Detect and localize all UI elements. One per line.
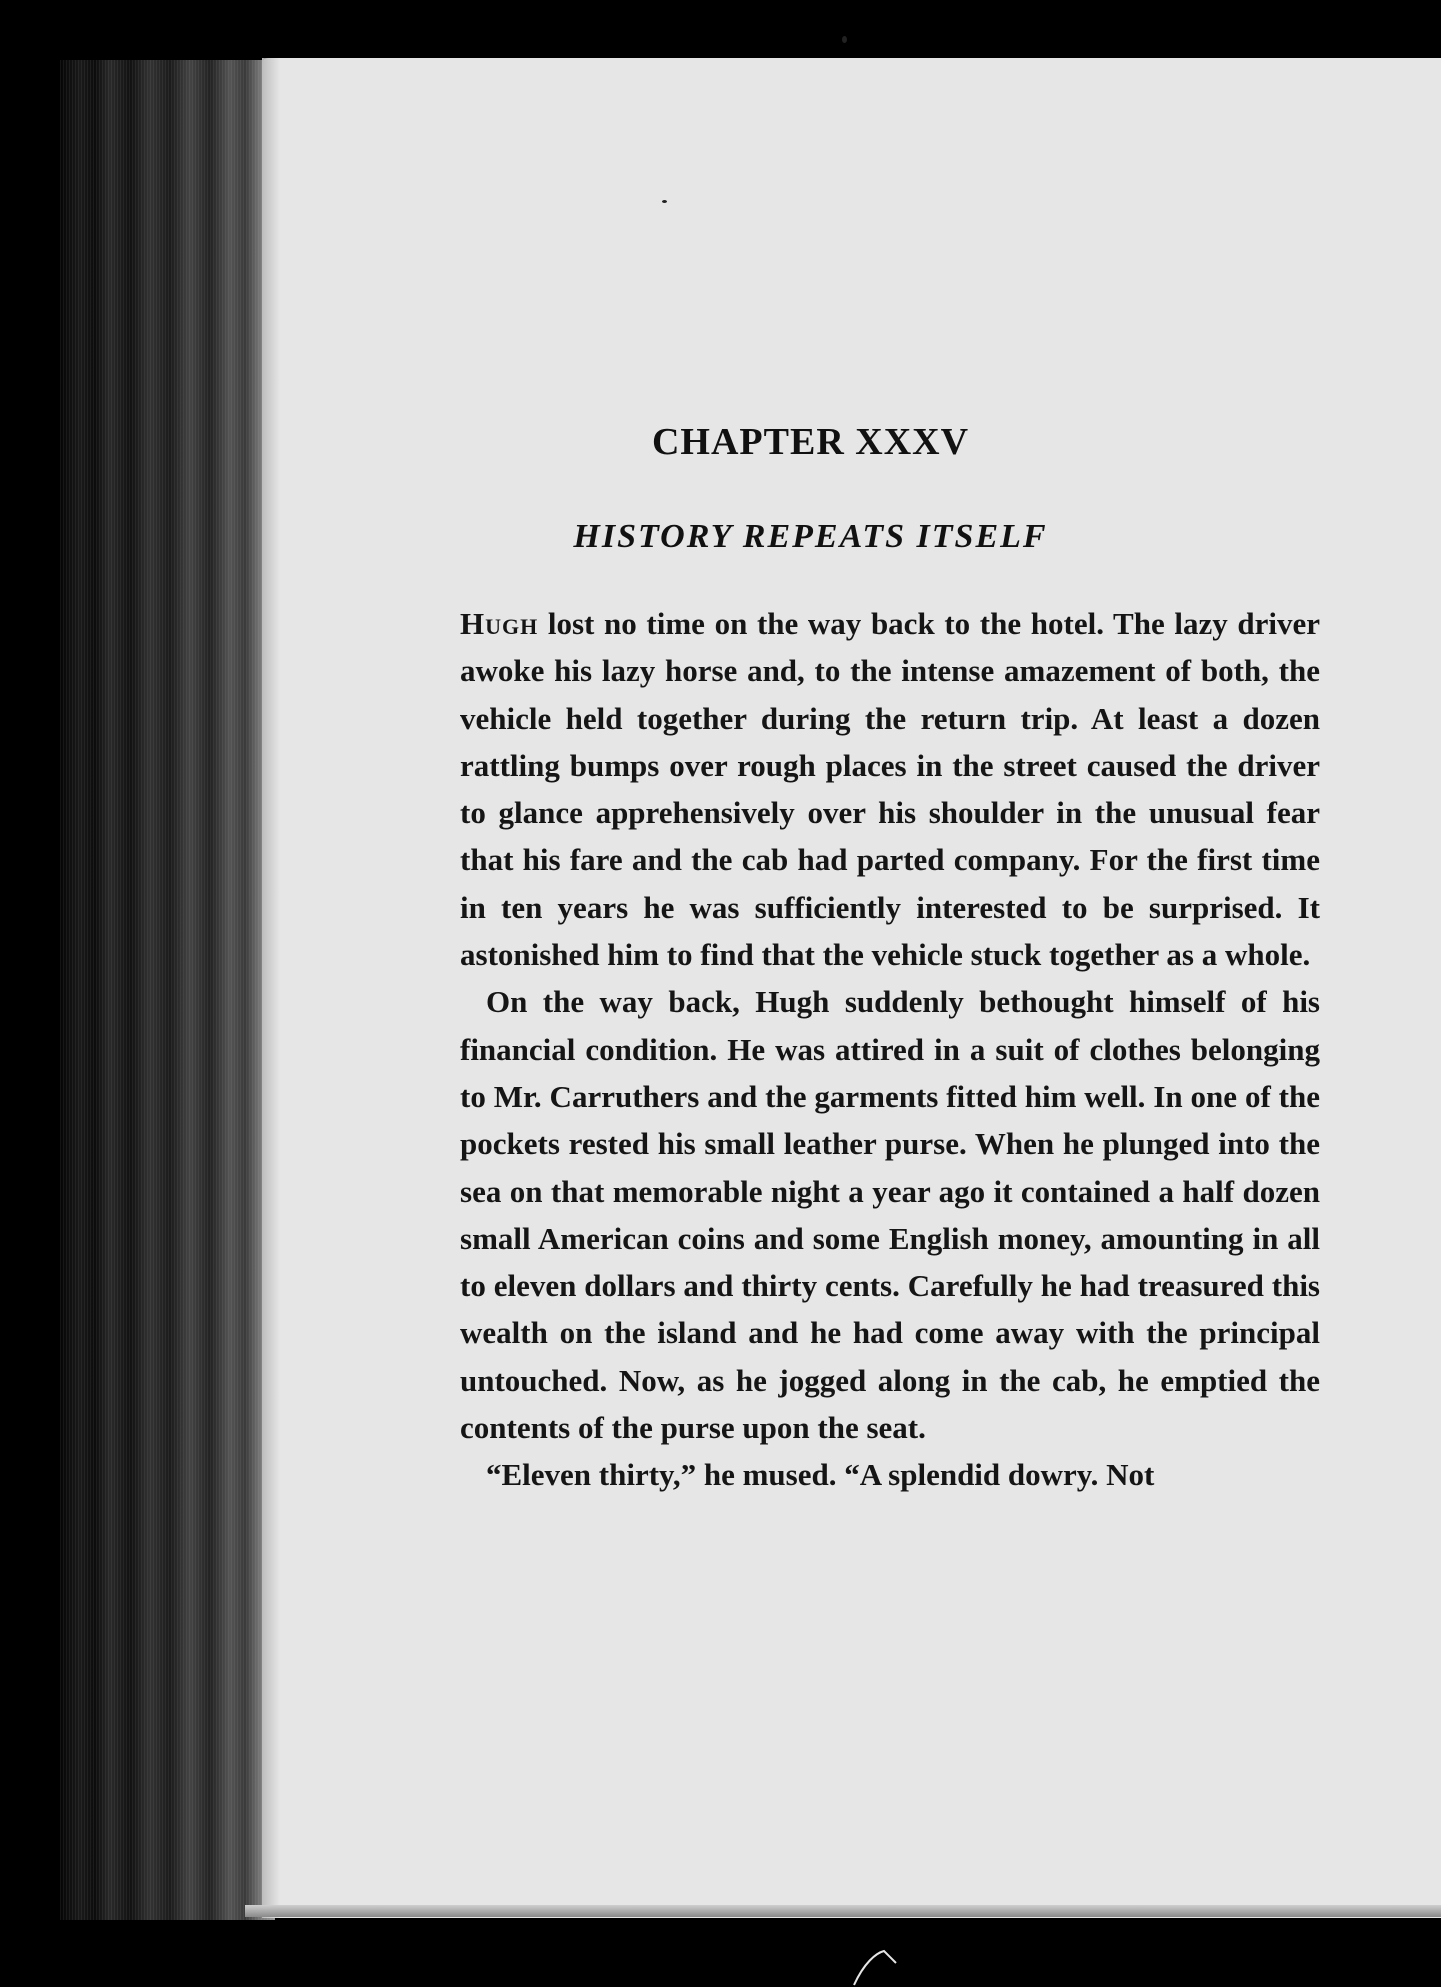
scan-artifact-icon [850,1945,910,1987]
ink-speck [842,36,847,43]
paragraph-lead-word: Hugh [460,606,539,641]
paragraph-1 [460,600,1320,978]
paragraph-3 [460,1451,1320,1498]
ink-speck [662,200,667,203]
paragraph-2 [460,978,1320,1451]
paragraph-text: lost no time on the way back to the hotel. The lazy driver awoke his lazy horse and, to the intense amazement of both, the vehicle held together during the return trip. At least a dozen rattling bumps over rough places in the street caused the driver to glance apprehensively over his shoulder in the unusual fear that his fare and the cab had parted company. For the first time in ten years he was sufficiently interested to be surprised. It astonished him to find that the vehicle stuck together as a whole. [460,606,1320,973]
chapter-title: HISTORY REPEATS ITSELF [573,518,1048,555]
paragraph-text: On the way back, Hugh suddenly bethought himself of his financial condition. He was attired in a suit of clothes belonging to Mr. Carruthers and the garments fitted him well. In one of the pockets rested his small leather purse. When he plunged into the sea on that memorable night a year ago it contained a half dozen small American coins and some English money, amounting in all to eleven dollars and thirty cents. Carefully he had treasured this wealth on the island and he had come away with the principal untouched. Now, as he jogged along in the cab, he emptied the contents of the purse upon the seat. [460,984,1320,1446]
page-bottom-edge [245,1905,1441,1917]
body-text [460,600,1320,1499]
paragraph-text: “Eleven thirty,” he mused. “A splendid dowry. Not [486,1457,1155,1493]
chapter-number: CHAPTER XXXV [651,421,970,463]
page-edges [60,60,275,1920]
